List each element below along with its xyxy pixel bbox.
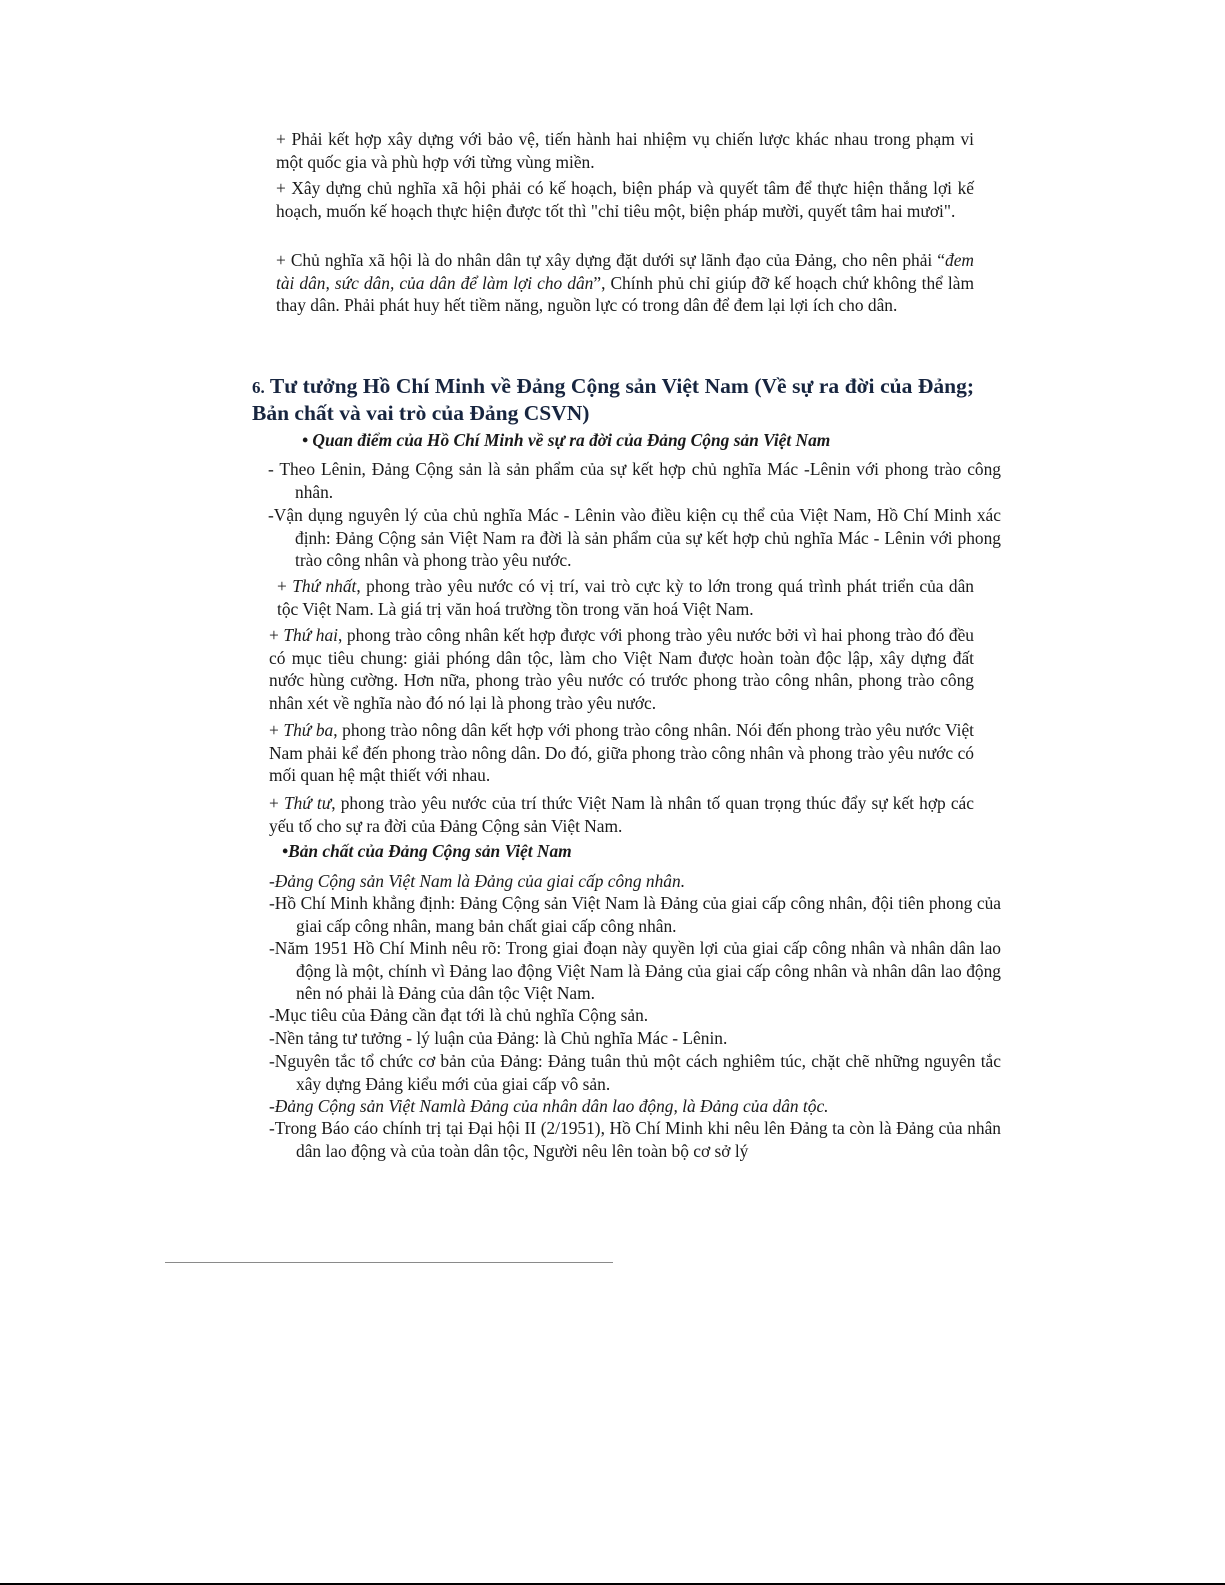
item-ideology: -Nền tảng tư tưởng - lý luận của Đảng: là Chủ nghĩa Mác - Lênin. — [269, 1028, 728, 1048]
bullet-lenin: - Theo Lênin, Đảng Cộng sản là sản phẩm của sự kết hợp chủ nghĩa Mác -Lênin với phong trào công nhân. — [268, 459, 1001, 502]
section-heading — [252, 374, 974, 426]
quote-italic: đem tài dân, sức dân, của dân để làm lợi cho dân — [276, 250, 974, 293]
paragraph-plan-measures: + Xây dựng chủ nghĩa xã hội phải có kế hoạch, biện pháp và quyết tâm để thực hiện thắng lợi kế hoạch, muốn kế hoạch thực hiện được tốt thì "chỉ tiêu một, biện pháp mười, quyết tâm hai mươi". — [276, 178, 974, 221]
item-affirmed: -Hồ Chí Minh khẳng định: Đảng Cộng sản Việt Nam là Đảng của giai cấp công nhân, đội tiên phong của giai cấp công nhân, mang bản chất giai cấp công nhân. — [269, 893, 1001, 936]
subsection-title-nature: •Bản chất của Đảng Cộng sản Việt Nam — [282, 841, 572, 861]
paragraph-people-build: + Chủ nghĩa xã hội là do nhân dân tự xây dựng đặt dưới sự lãnh đạo của Đảng, cho nên phải “đem tài dân, sức dân, của dân để làm lợi cho dân”, Chính phủ chỉ giúp đỡ kế hoạch chứ không thể làm thay dân. Phải phát huy hết tiềm năng, nguồn lực có trong dân để đem lại lợi ích cho dân. — [276, 250, 974, 316]
item-organization: -Nguyên tắc tổ chức cơ bản của Đảng: Đảng tuân thủ một cách nghiêm túc, chặt chẽ những nguyên tắc xây dựng Đảng kiểu mới của giai cấp vô sản. — [269, 1051, 1001, 1094]
footnote-separator — [165, 1262, 613, 1263]
item-goal: -Mục tiêu của Đảng cần đạt tới là chủ nghĩa Cộng sản. — [269, 1005, 649, 1025]
point-third: + Thứ ba, phong trào nông dân kết hợp với phong trào công nhân. Nói đến phong trào yêu nước Việt Nam phải kể đến phong trào nông dân. Do đó, giữa phong trào công nhân và phong trào yêu nước có mối quan hệ mật thiết với nhau. — [269, 720, 975, 786]
section-title: Tư tưởng Hồ Chí Minh về Đảng Cộng sản Việt Nam (Về sự ra đời của Đảng; Bản chất và vai trò của Đảng CSVN) — [252, 374, 974, 425]
paragraph-build-and-defend: + Phải kết hợp xây dựng với bảo vệ, tiến hành hai nhiệm vụ chiến lược khác nhau trong phạm vi một quốc gia và phù hợp với từng vùng miền. — [276, 129, 974, 172]
item-party-of-nation: -Đảng Cộng sản Việt Namlà Đảng của nhân dân lao động, là Đảng của dân tộc. — [269, 1096, 829, 1116]
item-political-report: -Trong Báo cáo chính trị tại Đại hội II (2/1951), Hồ Chí Minh khi nêu lên Đảng ta còn là Đảng của nhân dân lao động và của toàn dân tộc, Người nêu lên toàn bộ cơ sở lý — [269, 1118, 1001, 1161]
subsection-title-birth: • Quan điểm của Hồ Chí Minh về sự ra đời của Đảng Cộng sản Việt Nam — [302, 430, 831, 450]
item-working-class-party: -Đảng Cộng sản Việt Nam là Đảng của giai cấp công nhân. — [269, 871, 686, 891]
bullet-apply-principle: -Vận dụng nguyên lý của chủ nghĩa Mác - Lênin vào điều kiện cụ thể của Việt Nam, Hồ Chí Minh xác định: Đảng Cộng sản Việt Nam ra đời là sản phẩm của sự kết hợp chủ nghĩa Mác - Lênin với phong trào công nhân và phong trào yêu nước. — [268, 505, 1001, 571]
section-number: 6. — [252, 378, 265, 397]
point-first: + Thứ nhất, phong trào yêu nước có vị trí, vai trò cực kỳ to lớn trong quá trình phát triển của dân tộc Việt Nam. Là giá trị văn hoá trường tồn trong văn hoá Việt Nam. — [277, 576, 975, 619]
point-second: + Thứ hai, phong trào công nhân kết hợp được với phong trào yêu nước bởi vì hai phong trào đó đều có mục tiêu chung: giải phóng dân tộc, làm cho Việt Nam được hoàn toàn độc lập, xây dựng đất nước hùng cường. Hơn nữa, phong trào yêu nước có trước phong trào công nhân, phong trào công nhân xét về nghĩa nào đó nó lại là phong trào yêu nước. — [269, 625, 974, 713]
item-1951: -Năm 1951 Hồ Chí Minh nêu rõ: Trong giai đoạn này quyền lợi của giai cấp công nhân và nhân dân lao động là một, chính vì Đảng lao động Việt Nam là Đảng của giai cấp công nhân và nhân dân lao động nên nó phải là Đảng của dân tộc Việt Nam. — [269, 938, 1001, 1004]
point-fourth: + Thứ tư, phong trào yêu nước của trí thức Việt Nam là nhân tố quan trọng thúc đẩy sự kết hợp các yếu tố cho sự ra đời của Đảng Cộng sản Việt Nam. — [269, 793, 974, 836]
